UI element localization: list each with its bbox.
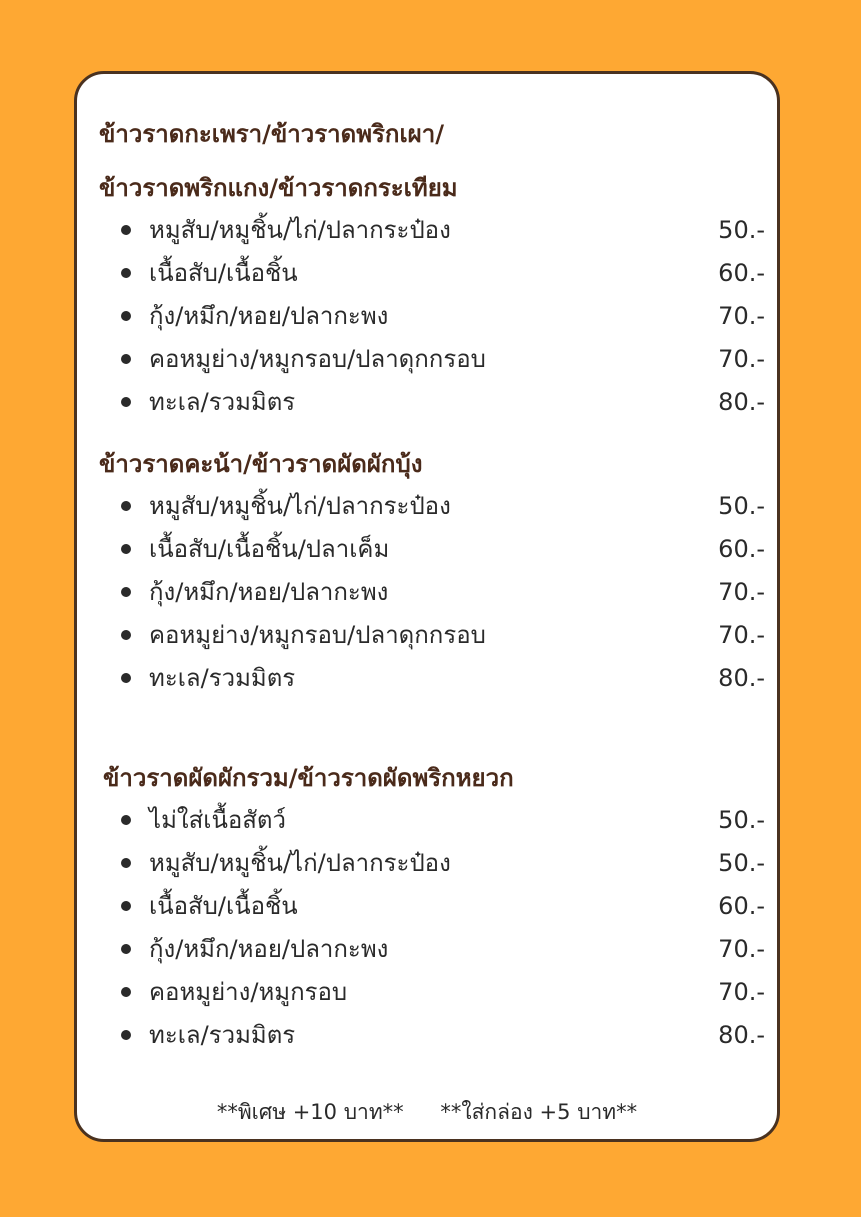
menu-item-name: หมูสับ/หมูชิ้น/ไก่/ปลากระป๋อง <box>149 849 451 877</box>
menu-item-name: ทะเล/รวมมิตร <box>149 664 296 692</box>
section-heading-line: ข้าวราดพริกแกง/ข้าวราดกระเทียม <box>99 174 458 202</box>
menu-item-list <box>77 209 777 424</box>
menu-item-price: 50.- <box>718 806 765 834</box>
menu-item <box>77 1014 777 1057</box>
menu-footer-note <box>77 1096 777 1129</box>
bullet-icon <box>121 858 131 868</box>
section-heading <box>77 107 777 215</box>
menu-item <box>77 571 777 614</box>
bullet-icon <box>121 311 131 321</box>
menu-item <box>77 295 777 338</box>
bullet-icon <box>121 587 131 597</box>
menu-item-price: 80.- <box>718 664 765 692</box>
menu-item <box>77 614 777 657</box>
menu-section-mixed-veg <box>77 751 777 1057</box>
menu-item-price: 70.- <box>718 345 765 373</box>
menu-item-name: หมูสับ/หมูชิ้น/ไก่/ปลากระป๋อง <box>149 216 451 244</box>
menu-item <box>77 928 777 971</box>
menu-item <box>77 528 777 571</box>
menu-section-kaprao <box>77 107 777 424</box>
menu-item-price: 50.- <box>718 216 765 244</box>
bullet-icon <box>121 1030 131 1040</box>
bullet-icon <box>121 268 131 278</box>
menu-item-name: กุ้ง/หมึก/หอย/ปลากะพง <box>149 578 389 606</box>
bullet-icon <box>121 354 131 364</box>
menu-item-list <box>77 799 777 1057</box>
bullet-icon <box>121 673 131 683</box>
menu-item-price: 80.- <box>718 388 765 416</box>
menu-item-price: 50.- <box>718 849 765 877</box>
menu-item-name: ไม่ใส่เนื้อสัตว์ <box>149 806 286 834</box>
section-heading <box>77 751 777 805</box>
menu-item <box>77 842 777 885</box>
menu-item-name: เนื้อสับ/เนื้อชิ้น/ปลาเค็ม <box>149 535 390 563</box>
menu-item-price: 60.- <box>718 259 765 287</box>
section-heading-line: ข้าวราดกะเพรา/ข้าวราดพริกเผา/ <box>99 120 444 148</box>
menu-item-name: คอหมูย่าง/หมูกรอบ <box>149 978 348 1006</box>
menu-item-price: 70.- <box>718 978 765 1006</box>
bullet-icon <box>121 630 131 640</box>
menu-item-price: 80.- <box>718 1021 765 1049</box>
menu-item <box>77 885 777 928</box>
menu-item-price: 60.- <box>718 535 765 563</box>
menu-item <box>77 338 777 381</box>
menu-card <box>74 71 780 1142</box>
menu-item-name: เนื้อสับ/เนื้อชิ้น <box>149 259 298 287</box>
bullet-icon <box>121 944 131 954</box>
section-heading <box>77 437 777 491</box>
menu-item <box>77 252 777 295</box>
bullet-icon <box>121 225 131 235</box>
section-heading-line: ข้าวราดผัดผักรวม/ข้าวราดผัดพริกหยวก <box>103 764 514 792</box>
bullet-icon <box>121 544 131 554</box>
menu-item <box>77 657 777 700</box>
menu-item-price: 70.- <box>718 302 765 330</box>
menu-item-name: หมูสับ/หมูชิ้น/ไก่/ปลากระป๋อง <box>149 492 451 520</box>
bullet-icon <box>121 901 131 911</box>
bullet-icon <box>121 501 131 511</box>
bullet-icon <box>121 987 131 997</box>
box-charge-note: **ใส่กล่อง +5 บาท** <box>440 1100 638 1124</box>
menu-item-price: 70.- <box>718 935 765 963</box>
menu-item <box>77 485 777 528</box>
menu-item-price: 70.- <box>718 578 765 606</box>
section-heading-line: ข้าวราดคะน้า/ข้าวราดผัดผักบุ้ง <box>99 450 423 478</box>
menu-item-price: 70.- <box>718 621 765 649</box>
bullet-icon <box>121 815 131 825</box>
menu-item-name: เนื้อสับ/เนื้อชิ้น <box>149 892 298 920</box>
menu-item-price: 50.- <box>718 492 765 520</box>
menu-item <box>77 209 777 252</box>
bullet-icon <box>121 397 131 407</box>
menu-item-name: กุ้ง/หมึก/หอย/ปลากะพง <box>149 302 389 330</box>
menu-item <box>77 799 777 842</box>
menu-item-name: คอหมูย่าง/หมูกรอบ/ปลาดุกกรอบ <box>149 345 486 373</box>
menu-item-name: คอหมูย่าง/หมูกรอบ/ปลาดุกกรอบ <box>149 621 486 649</box>
menu-item-name: ทะเล/รวมมิตร <box>149 1021 296 1049</box>
menu-item <box>77 971 777 1014</box>
menu-item-name: กุ้ง/หมึก/หอย/ปลากะพง <box>149 935 389 963</box>
menu-item-list <box>77 485 777 700</box>
menu-item-price: 60.- <box>718 892 765 920</box>
menu-section-kana <box>77 437 777 700</box>
menu-item <box>77 381 777 424</box>
menu-item-name: ทะเล/รวมมิตร <box>149 388 296 416</box>
special-size-note: **พิเศษ +10 บาท** <box>216 1100 404 1124</box>
